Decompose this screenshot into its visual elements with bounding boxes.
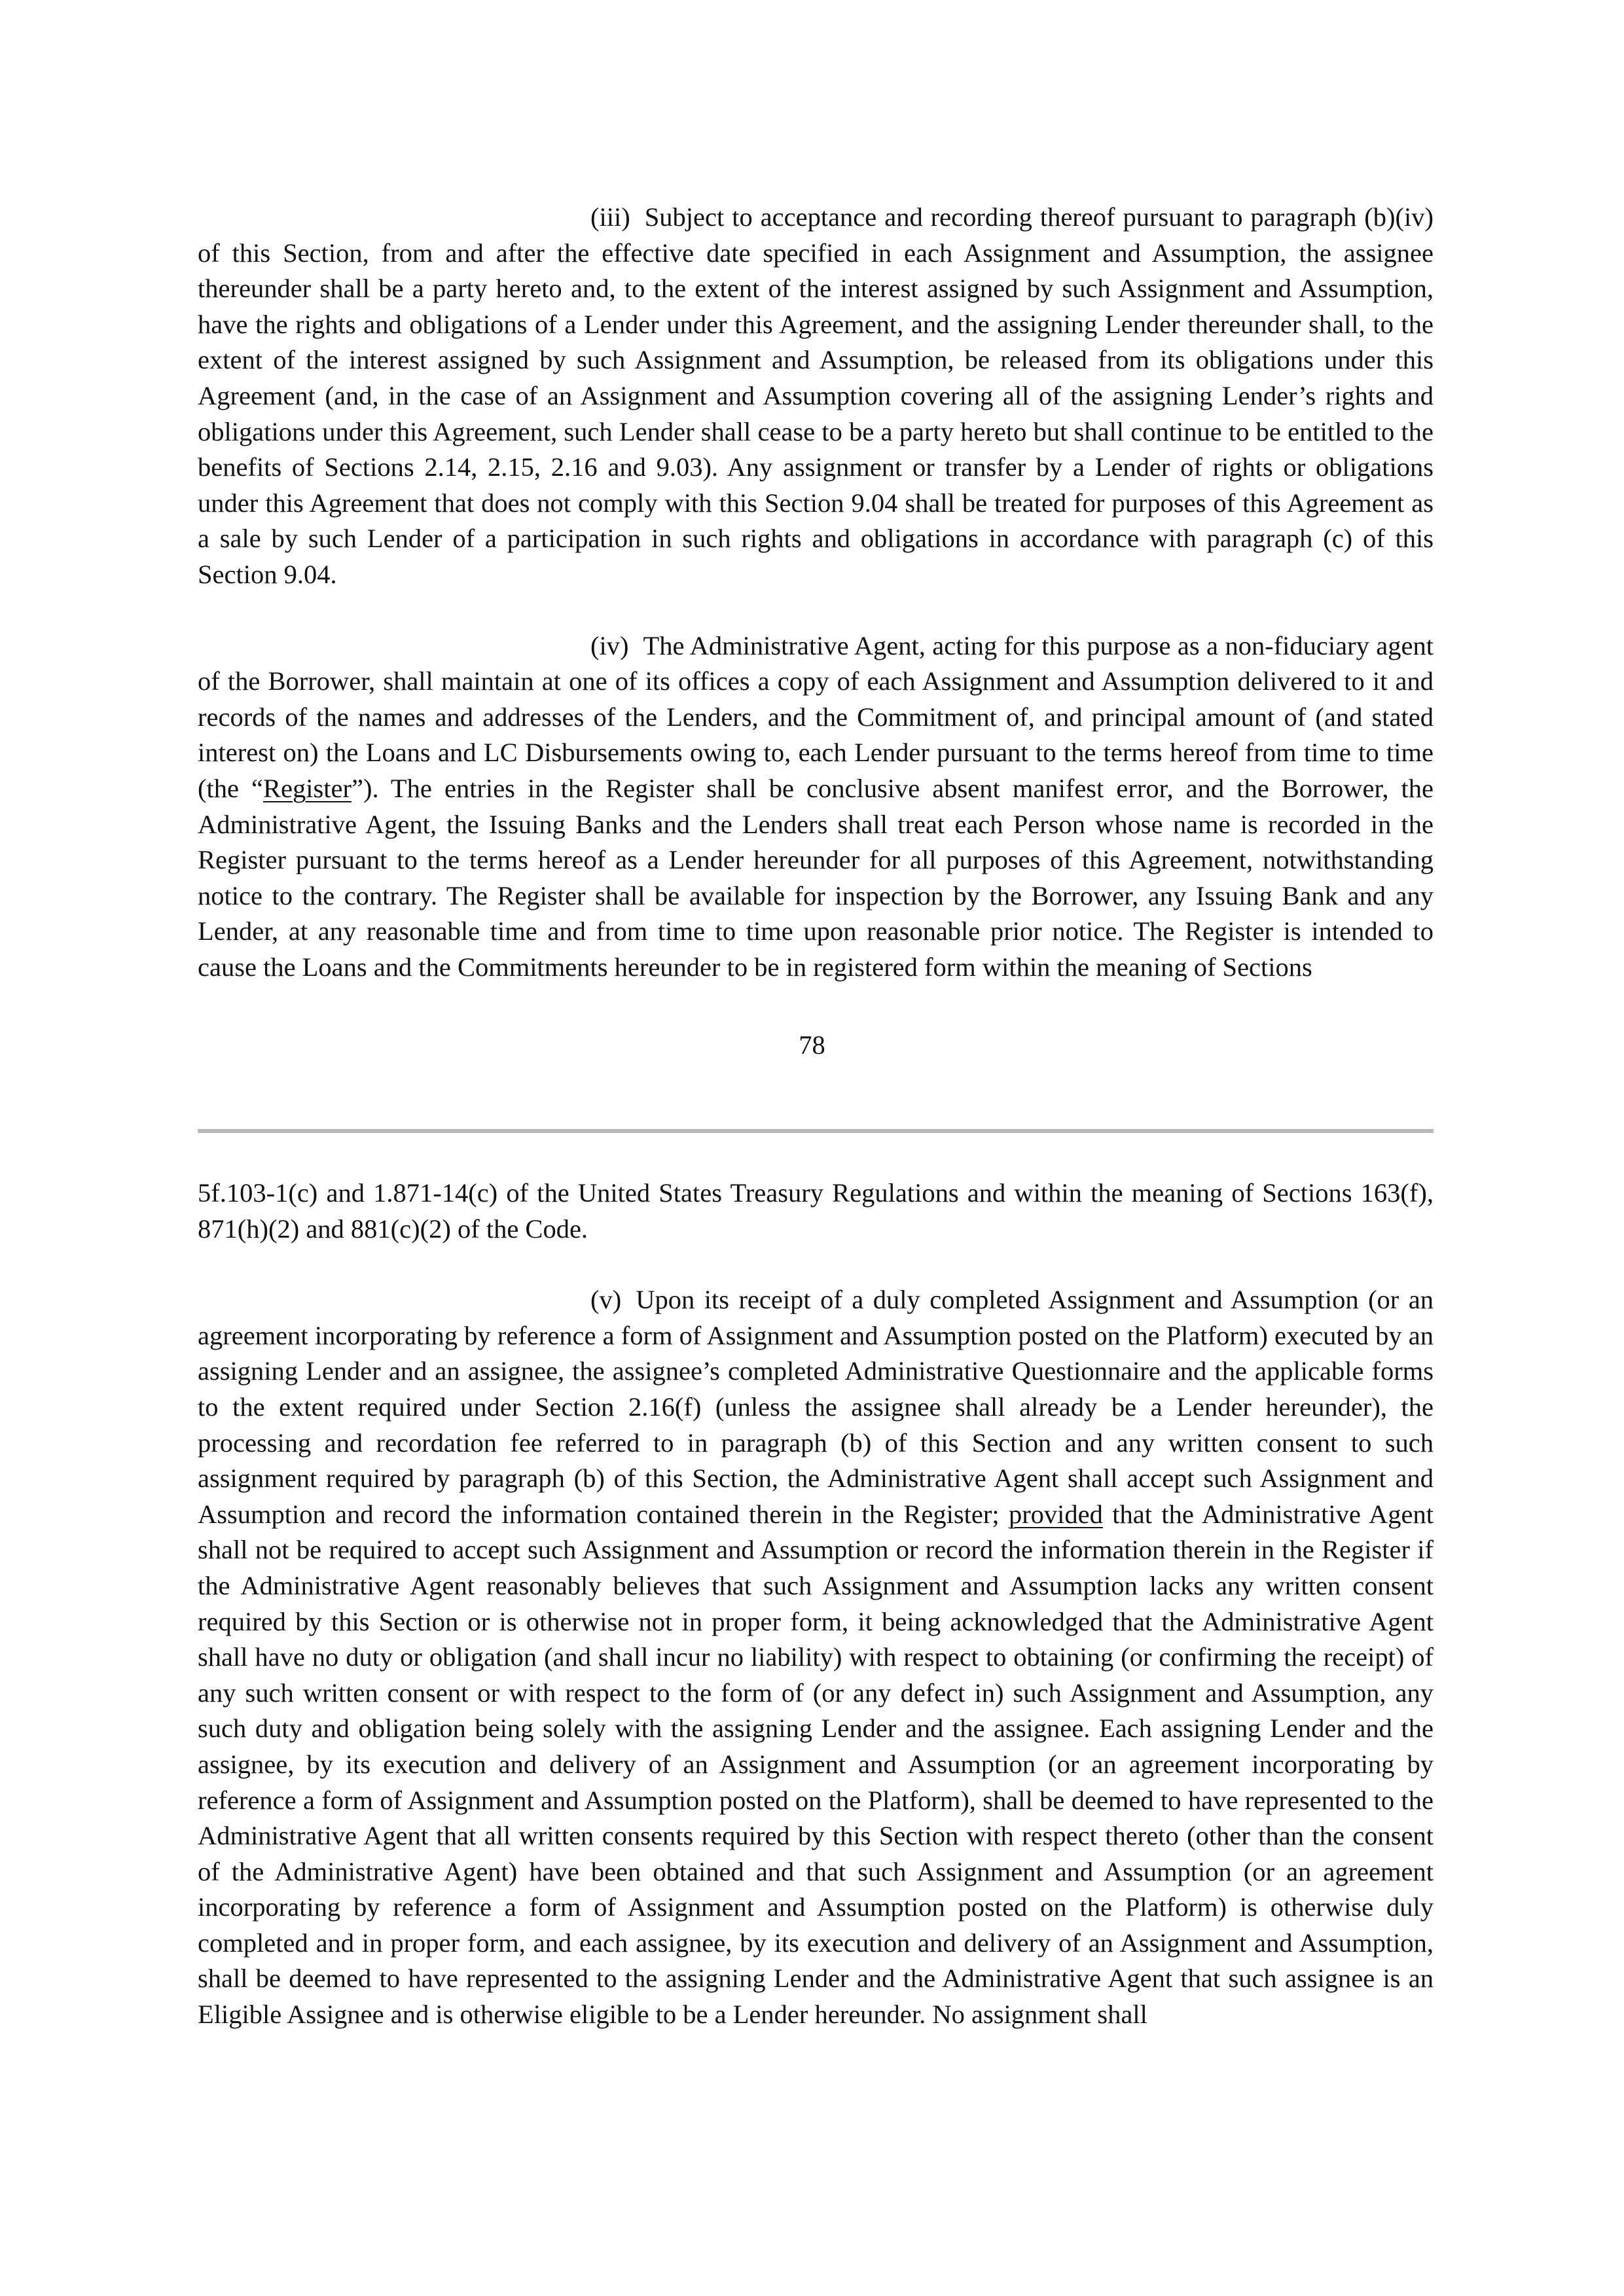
paragraph-text: ”). The entries in the Register shall be conclusive absent manifest error, and the Borrower, the Administrative Agent, the Issuing Banks and the Lenders shall treat each Person whose name is recorded in the Register pursuant to the terms hereof as a Lender hereunder for all purposes of this Agreement, notwithstanding notice to the contrary. The Register shall be available for inspection by the Borrower, any Issuing Bank and any Lender, at any reasonable time and from time to time upon reasonable prior notice. The Register is intended to cause the Loans and the Commitments hereunder to be in registered form within the meaning of Sections [198, 773, 1434, 982]
paragraph-text: The Administrative Agent, acting for this purpose as a non-fiduciary agent of the Borrower, shall maintain at one of its offices a copy of each Assignment and Assumption delivered to it and records of the names and addresses of the Lenders, and the Commitment of, and principal amount of (and stated interest on) the Loans and LC Disbursements owing to, each Lender pursuant to the terms hereof from time to time (the “ [198, 630, 1434, 803]
upper-text-block [198, 200, 1434, 985]
paragraph-v [198, 1282, 1434, 2032]
paragraph-text: Subject to acceptance and recording thereof pursuant to paragraph (b)(iv) of this Section, from and after the effective date specified in each Assignment and Assumption, the assignee thereunder shall be a party hereto and, to the extent of the interest assigned by such Assignment and Assumption, have the rights and obligations of a Lender under this Agreement, and the assigning Lender thereunder shall, to the extent of the interest assigned by such Assignment and Assumption, be released from its obligations under this Agreement (and, in the case of an Assignment and Assumption covering all of the assigning Lender’s rights and obligations under this Agreement, such Lender shall cease to be a party hereto but shall continue to be entitled to the benefits of Sections 2.14, 2.15, 2.16 and 9.03). Any assignment or transfer by a Lender of rights or obligations under this Agreement that does not comply with this Section 9.04 shall be treated for purposes of this Agreement as a sale by such Lender of a participation in such rights and obligations in accordance with paragraph (c) of this Section 9.04. [198, 202, 1434, 589]
paragraph-text: Upon its receipt of a duly completed Assignment and Assumption (or an agreement incorporating by reference a form of Assignment and Assumption posted on the Platform) executed by an assigning Lender and an assignee, the assignee’s completed Administrative Questionnaire and the applicable forms to the extent required under Section 2.16(f) (unless the assignee shall already be a Lender hereunder), the processing and recordation fee referred to in paragraph (b) of this Section and any written consent to such assignment required by paragraph (b) of this Section, the Administrative Agent shall accept such Assignment and Assumption and record the information contained therein in the Register; [198, 1285, 1434, 1529]
paragraph-text: that the Administrative Agent shall not be required to accept such Assignment and Assumption or record the information therein in the Register if the Administrative Agent reasonably believes that such Assignment and Assumption lacks any written consent required by this Section or is otherwise not in proper form, it being acknowledged that the Administrative Agent shall have no duty or obligation (and shall incur no liability) with respect to obtaining (or confirming the receipt) of any such written consent or with respect to the form of (or any defect in) such Assignment and Assumption, any such duty and obligation being solely with the assigning Lender and the assignee. Each assigning Lender and the assignee, by its execution and delivery of an Assignment and Assumption (or an agreement incorporating by reference a form of Assignment and Assumption posted on the Platform), shall be deemed to have represented to the Administrative Agent that all written consents required by this Section with respect thereto (other than the consent of the Administrative Agent) have been obtained and that such Assignment and Assumption (or an agreement incorporating by reference a form of Assignment and Assumption posted on the Platform) is otherwise duly completed and in proper form, and each assignee, by its execution and delivery of an Assignment and Assumption, shall be deemed to have represented to the assigning Lender and the Administrative Agent that such assignee is an Eligible Assignee and is otherwise eligible to be a Lender hereunder. No assignment shall [198, 1499, 1434, 2030]
defined-term-provided: provided [1008, 1499, 1103, 1529]
paragraph-iii [198, 200, 1434, 593]
paragraph-label: (iv) [590, 630, 629, 660]
paragraph-label: (iii) [590, 202, 630, 232]
page-break-divider [198, 1129, 1434, 1133]
paragraph-iv [198, 628, 1434, 986]
defined-term-register: Register [263, 773, 352, 803]
lower-text-block [198, 1175, 1434, 2033]
continuation-paragraph: 5f.103-1(c) and 1.871-14(c) of the United States Treasury Regulations and within the meaning of Sections 163(f), 871(h)(2) and 881(c)(2) of the Code. [198, 1178, 1434, 1244]
page-number: 78 [799, 1030, 825, 1060]
paragraph-label: (v) [590, 1285, 622, 1315]
